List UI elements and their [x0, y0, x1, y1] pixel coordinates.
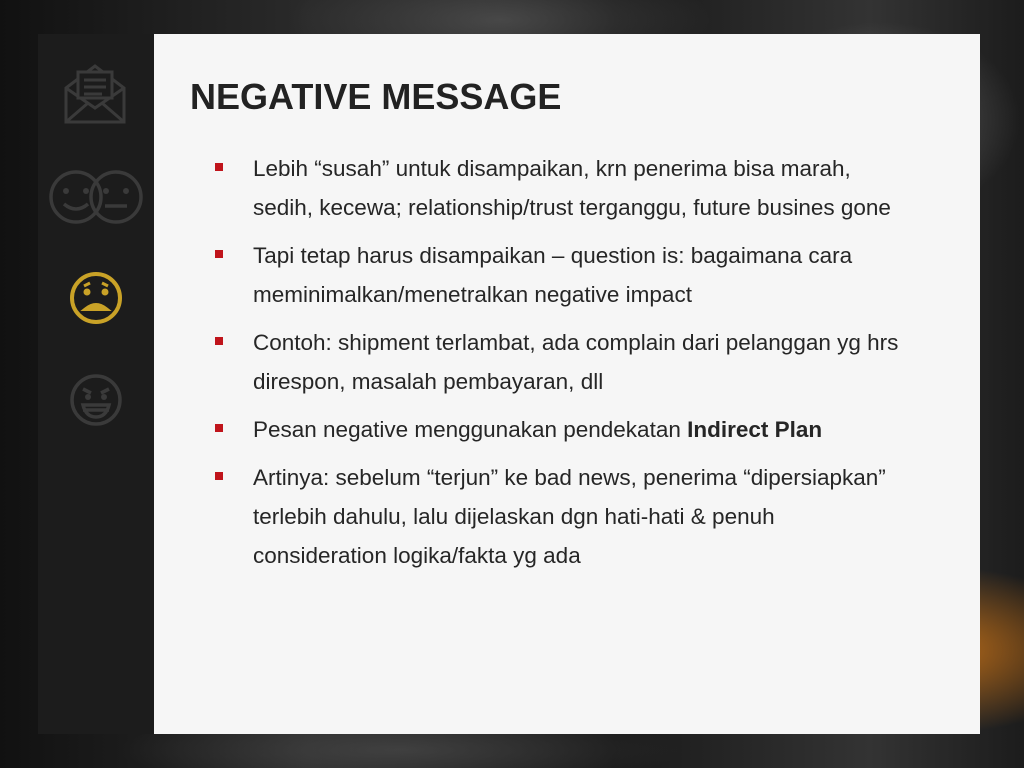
bullet-text: Lebih “susah” untuk disampaikan, krn penerima bisa marah, sedih, kecewa; relationship/trust terganggu, future busines gone — [253, 156, 891, 220]
bullet-text: Tapi tetap harus disampaikan – question is: bagaimana cara meminimalkan/menetralkan negative impact — [253, 243, 853, 307]
list-item — [214, 323, 914, 401]
list-item — [214, 236, 914, 314]
bullet-marker — [215, 424, 223, 432]
bullet-marker — [215, 250, 223, 258]
bullet-text: Contoh: shipment terlambat, ada complain dari pelanggan yg hrs direspon, masalah pembayaran, dll — [253, 330, 899, 394]
bullet-marker — [215, 163, 223, 171]
grinning-face-icon — [68, 372, 124, 428]
bullet-text: Artinya: sebelum “terjun” ke bad news, penerima “dipersiapkan” terlebih dahulu, lalu dijelaskan dgn hati-hati & penuh consideration logika/fakta yg ada — [253, 465, 886, 568]
bullet-marker — [215, 472, 223, 480]
bullet-text: Pesan negative menggunakan pendekatan — [253, 417, 688, 442]
slide-title: NEGATIVE MESSAGE — [190, 76, 562, 117]
bullet-list — [214, 149, 914, 584]
list-item — [214, 410, 914, 449]
slide-content — [154, 34, 980, 734]
bullet-marker — [215, 337, 223, 345]
smiley-pair-icon — [48, 168, 146, 226]
bullet-emphasis: Indirect Plan — [687, 417, 823, 442]
list-item — [214, 458, 914, 575]
worried-face-icon — [68, 270, 124, 326]
envelope-icon — [62, 60, 128, 126]
icon-sidebar — [38, 34, 154, 734]
list-item — [214, 149, 914, 227]
